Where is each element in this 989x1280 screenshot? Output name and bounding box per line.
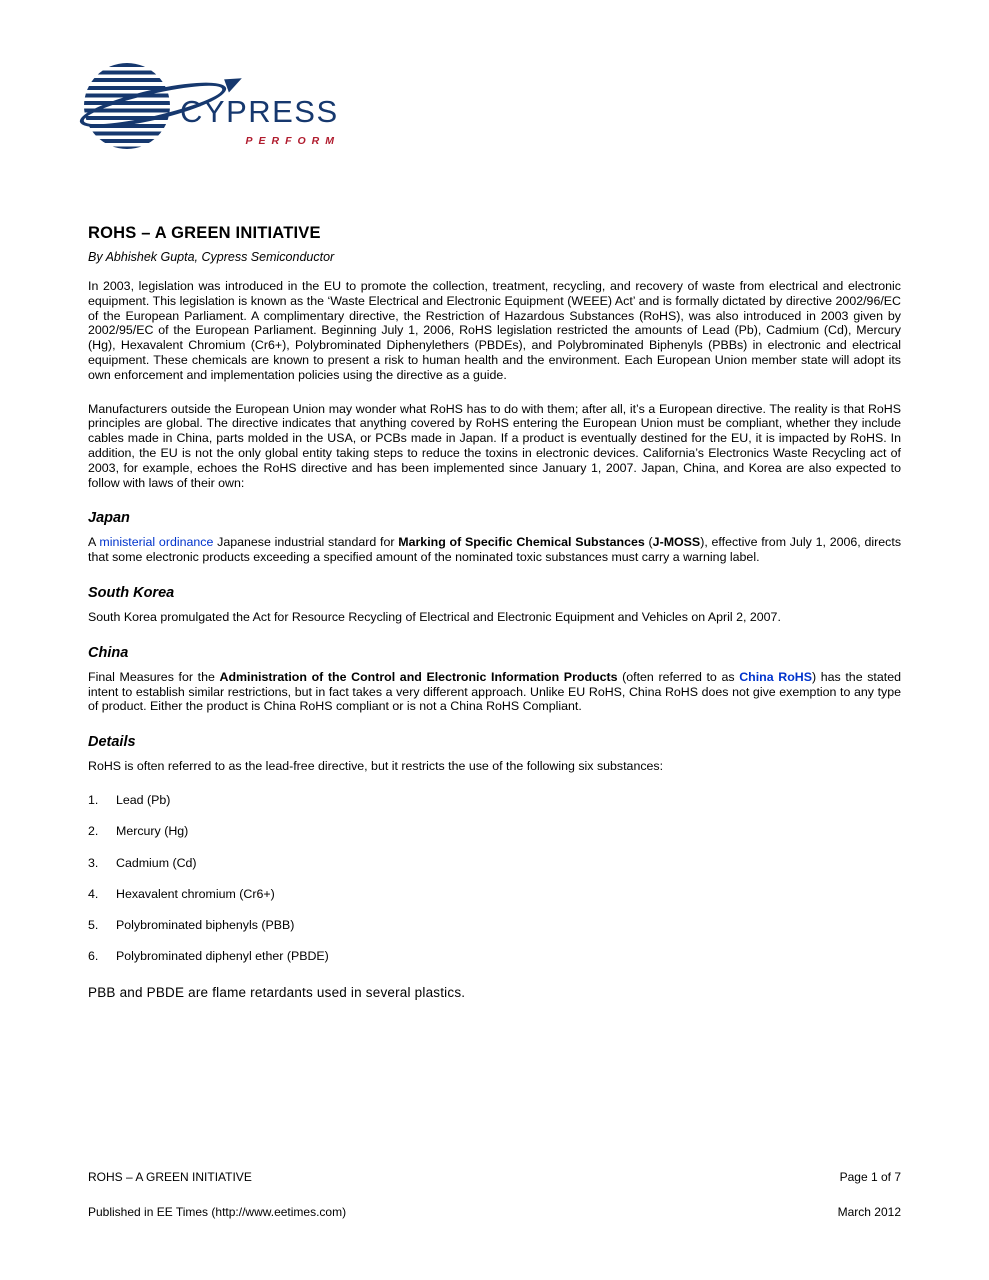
text-run: Final Measures for the bbox=[88, 669, 220, 684]
intro-paragraph-1: In 2003, legislation was introduced in the EU to promote the collection, treatment, recycling, and recovery of waste from electrical and electronic equipment. This legislation is known as the ‘Waste Electrical and Electronic Equipment (WEEE) Act’ and is formally dictated by directive 2002/96/EC of the European Parliament. A complimentary directive, the Restriction of Hazardous Substances (RoHS), was also introduced in 2003 given by 2002/95/EC of the European Parliament. Beginning July 1, 2006, RoHS legislation restricted the amounts of Lead (Pb), Cadmium (Cd), Mercury (Hg), Hexavalent Chromium (Cr6+), Polybrominated Diphenylethers (PBDEs), and Polybrominated Biphenyls (PBBs) in electronic and electrical equipment. These chemicals are known to present a risk to human health and the environment. Each European Union member state will adopt its own enforcement and implementation policies using the directive as a guide. bbox=[88, 279, 901, 382]
logo-text-block bbox=[180, 94, 340, 147]
section-heading-japan: Japan bbox=[88, 510, 130, 527]
logo-tagline-text: PERFORM bbox=[245, 135, 340, 147]
orbit-arrow-icon bbox=[224, 74, 245, 93]
text-run-bold: Administration of the Control and Electronic Information Products bbox=[219, 669, 623, 684]
text-run: A bbox=[88, 535, 100, 550]
china-paragraph bbox=[88, 670, 901, 714]
page-title: ROHS – A GREEN INITIATIVE bbox=[88, 224, 321, 242]
list-item-text: Cadmium (Cd) bbox=[116, 855, 197, 870]
list-item bbox=[88, 856, 901, 871]
list-item-number: 4. bbox=[88, 886, 99, 901]
details-lead-paragraph: RoHS is often referred to as the lead-free directive, but it restricts the use of the following six substances: bbox=[88, 759, 664, 774]
list-item bbox=[88, 918, 901, 933]
list-item bbox=[88, 793, 901, 808]
text-run: ( bbox=[644, 535, 653, 550]
text-run: Japanese industrial standard for bbox=[213, 535, 399, 550]
list-item-text: Lead (Pb) bbox=[116, 792, 171, 807]
list-item-number: 1. bbox=[88, 792, 99, 807]
text-run-bold: Marking of Specific Chemical Substances bbox=[398, 535, 645, 550]
page-footer bbox=[88, 1170, 901, 1240]
footer-right-column bbox=[838, 1170, 901, 1240]
list-item-number: 2. bbox=[88, 824, 99, 839]
footer-left-column bbox=[88, 1170, 346, 1240]
substances-list bbox=[88, 793, 901, 964]
list-item-number: 3. bbox=[88, 855, 99, 870]
japan-paragraph bbox=[88, 535, 901, 565]
closing-note: PBB and PBDE are flame retardants used in several plastics. bbox=[88, 985, 466, 1001]
list-item-text: Mercury (Hg) bbox=[116, 824, 189, 839]
cypress-logo bbox=[80, 58, 340, 163]
list-item bbox=[88, 824, 901, 839]
section-heading-details: Details bbox=[88, 734, 136, 751]
ministerial-ordinance-link[interactable]: ministerial ordinance bbox=[99, 535, 214, 550]
list-item-text: Polybrominated diphenyl ether (PBDE) bbox=[116, 949, 329, 964]
list-item-number: 6. bbox=[88, 949, 99, 964]
list-item-number: 5. bbox=[88, 918, 99, 933]
text-run: (often referred to as bbox=[622, 669, 740, 684]
section-heading-south-korea: South Korea bbox=[88, 584, 175, 601]
text-run: ) has the stated intent to establish similar restrictions, but in fact takes a very different approach. Unlike EU RoHS, China RoHS does not give exemption to any type of product. Either the product is China RoHS compliant or is not a China RoHS Compliant. bbox=[88, 669, 901, 714]
list-item bbox=[88, 887, 901, 902]
text-run: ), effective from July 1, 2006, directs that some electronic products exceeding a specified amount of the nominated toxic substances must carry a warning label. bbox=[88, 535, 902, 565]
south-korea-paragraph: South Korea promulgated the Act for Resource Recycling of Electrical and Electronic Equipment and Vehicles on April 2, 2007. bbox=[88, 609, 781, 624]
section-heading-china: China bbox=[88, 644, 129, 661]
text-run-bold: J-MOSS bbox=[652, 535, 701, 550]
list-item bbox=[88, 949, 901, 964]
byline: By Abhishek Gupta, Cypress Semiconductor bbox=[88, 250, 335, 264]
logo-brand-text: CYPRESS bbox=[180, 94, 339, 129]
footer-published-note: Published in EE Times (http://www.eetimes.com) bbox=[88, 1205, 347, 1219]
list-item-text: Polybrominated biphenyls (PBB) bbox=[116, 918, 295, 933]
footer-page-number: Page 1 of 7 bbox=[839, 1170, 901, 1184]
china-rohs-link[interactable]: China RoHS bbox=[739, 669, 812, 684]
footer-date: March 2012 bbox=[837, 1205, 901, 1219]
footer-doc-title: ROHS – A GREEN INITIATIVE bbox=[88, 1170, 252, 1184]
list-item-text: Hexavalent chromium (Cr6+) bbox=[116, 886, 275, 901]
intro-paragraph-2: Manufacturers outside the European Union may wonder what RoHS has to do with them; after all, it’s a European directive. The reality is that RoHS principles are global. The directive indicates that anything covered by RoHS entering the European Union must be compliant, whether they include cables made in China, parts molded in the USA, or PCBs made in Japan. If a product is eventually destined for the EU, it is impacted by RoHS. In addition, the EU is not the only global entity taking steps to reduce the toxins in electronic devices. California’s Electronics Waste Recycling act of 2003, for example, echoes the RoHS directive and has been implemented since January 1, 2007. Japan, China, and Korea are also expected to follow with laws of their own: bbox=[88, 401, 901, 490]
